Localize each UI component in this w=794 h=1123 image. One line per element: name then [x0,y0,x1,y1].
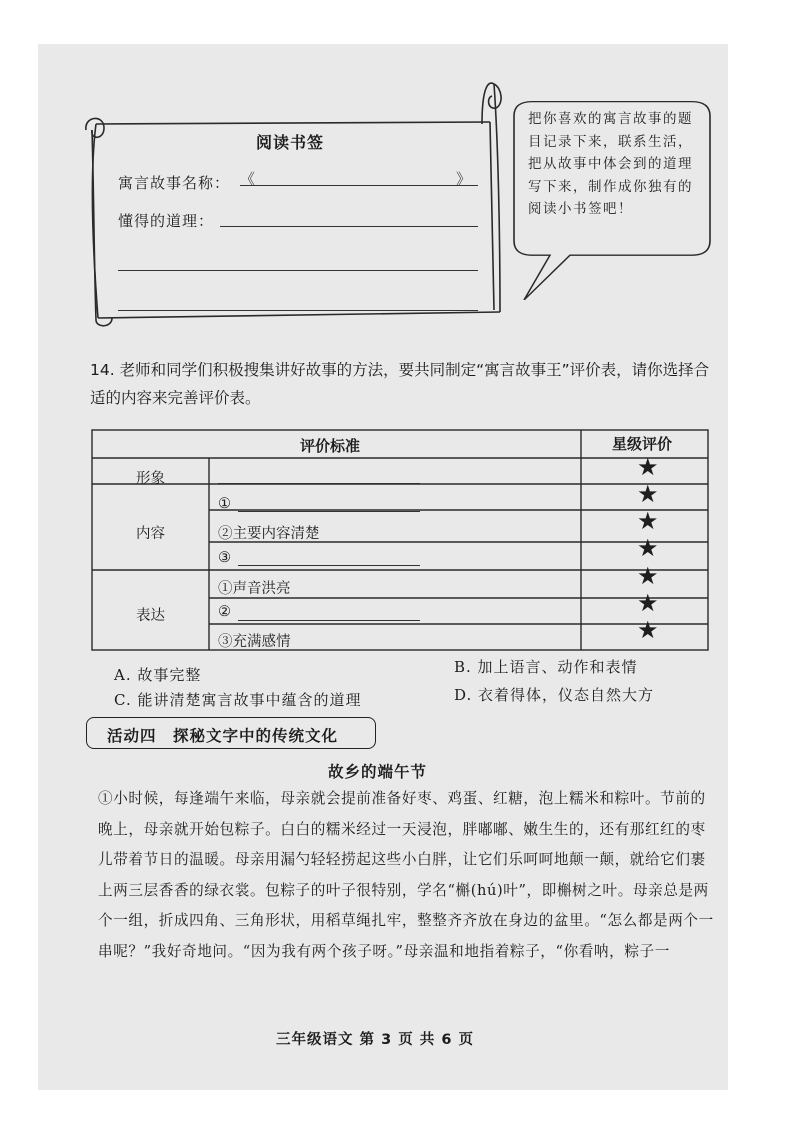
blank-content-1[interactable] [238,511,420,512]
star-icon: ★ [637,562,659,590]
evaluation-table-grid [91,426,711,656]
expression-item-2: ② [218,604,231,620]
table-header-criteria: 评价标准 [300,437,361,455]
star-icon: ★ [637,589,659,617]
activity-label: 活动四 探秘文字中的传统文化 [107,727,339,745]
blank-image[interactable] [218,483,420,484]
star-icon: ★ [637,507,659,535]
option-c: C. 能讲清楚寓言故事中蕴含的道理 [114,691,362,709]
bookmark-title: 阅读书签 [256,133,325,152]
table-header-rating: 星级评价 [612,435,673,453]
expression-item-3: ③充满感情 [218,634,291,650]
star-icon: ★ [637,534,659,562]
option-a: A. 故事完整 [114,666,202,684]
lesson-line-3[interactable] [118,310,478,311]
blank-content-3[interactable] [238,565,420,566]
star-icon: ★ [637,453,659,481]
story-title: 故乡的端午节 [328,763,428,781]
exam-page [38,44,728,1090]
story-name-close-bracket: 》 [456,170,473,188]
story-name-line[interactable] [240,185,478,186]
content-item-3: ③ [218,550,231,566]
story-name-label: 寓言故事名称： [118,174,231,192]
question-14: 14. 老师和同学们积极搜集讲好故事的方法，要共同制定“寓言故事王”评价表，请你选择合适的内容来完善评价表。 [90,361,710,407]
lesson-label: 懂得的道理： [118,212,215,230]
blank-expression-2[interactable] [238,620,420,621]
story-body [98,784,716,967]
lesson-line-2[interactable] [118,270,478,271]
story-paragraph-1: ①小时候，每逢端午来临，母亲就会提前准备好枣、鸡蛋、红糖，泡上糯米和粽叶。节前的晚上，母亲就开始包粽子。白白的糯米经过一天浸泡，胖嘟嘟、嫩生生的，还有那红红的枣儿带着节日的温暖。母亲用漏勺轻轻捞起这些小白胖，让它们乐呵呵地颠一颠，就给它们裹上两三层香香的绿衣裳。包粽子的叶子很特别，学名“槲(hú)叶”，即槲树之叶。母亲总是两个一组，折成四角、三角形状，用稻草绳扎牢，整整齐齐放在身边的盆里。“怎么都是两个一串呢？”我好奇地问。“因为我有两个孩子呀。”母亲温和地指着粽子，“你看呐，粽子一 [98,790,714,960]
lesson-line-1[interactable] [220,226,478,227]
activity-banner [86,717,376,749]
option-d: D. 衣着得体，仪态自然大方 [454,686,655,704]
star-icon: ★ [637,480,659,508]
content-item-2: ②主要内容清楚 [218,526,320,542]
story-name-open-bracket: 《 [240,170,257,188]
expression-item-1: ①声音洪亮 [218,581,291,597]
group-label-expression: 表达 [136,608,165,624]
group-label-image: 形象 [136,471,165,487]
star-icon: ★ [637,616,659,644]
bubble-text: 把你喜欢的寓言故事的题目记录下来，联系生活，把从故事中体会到的道理写下来，制作成你独有的阅读小书签吧！ [528,111,693,217]
group-label-content: 内容 [136,526,165,542]
option-b: B. 加上语言、动作和表情 [454,658,638,676]
content-item-1: ① [218,496,231,512]
bookmark-scroll [82,80,522,328]
page-footer: 三年级语文 第 3 页 共 6 页 [276,1032,474,1048]
